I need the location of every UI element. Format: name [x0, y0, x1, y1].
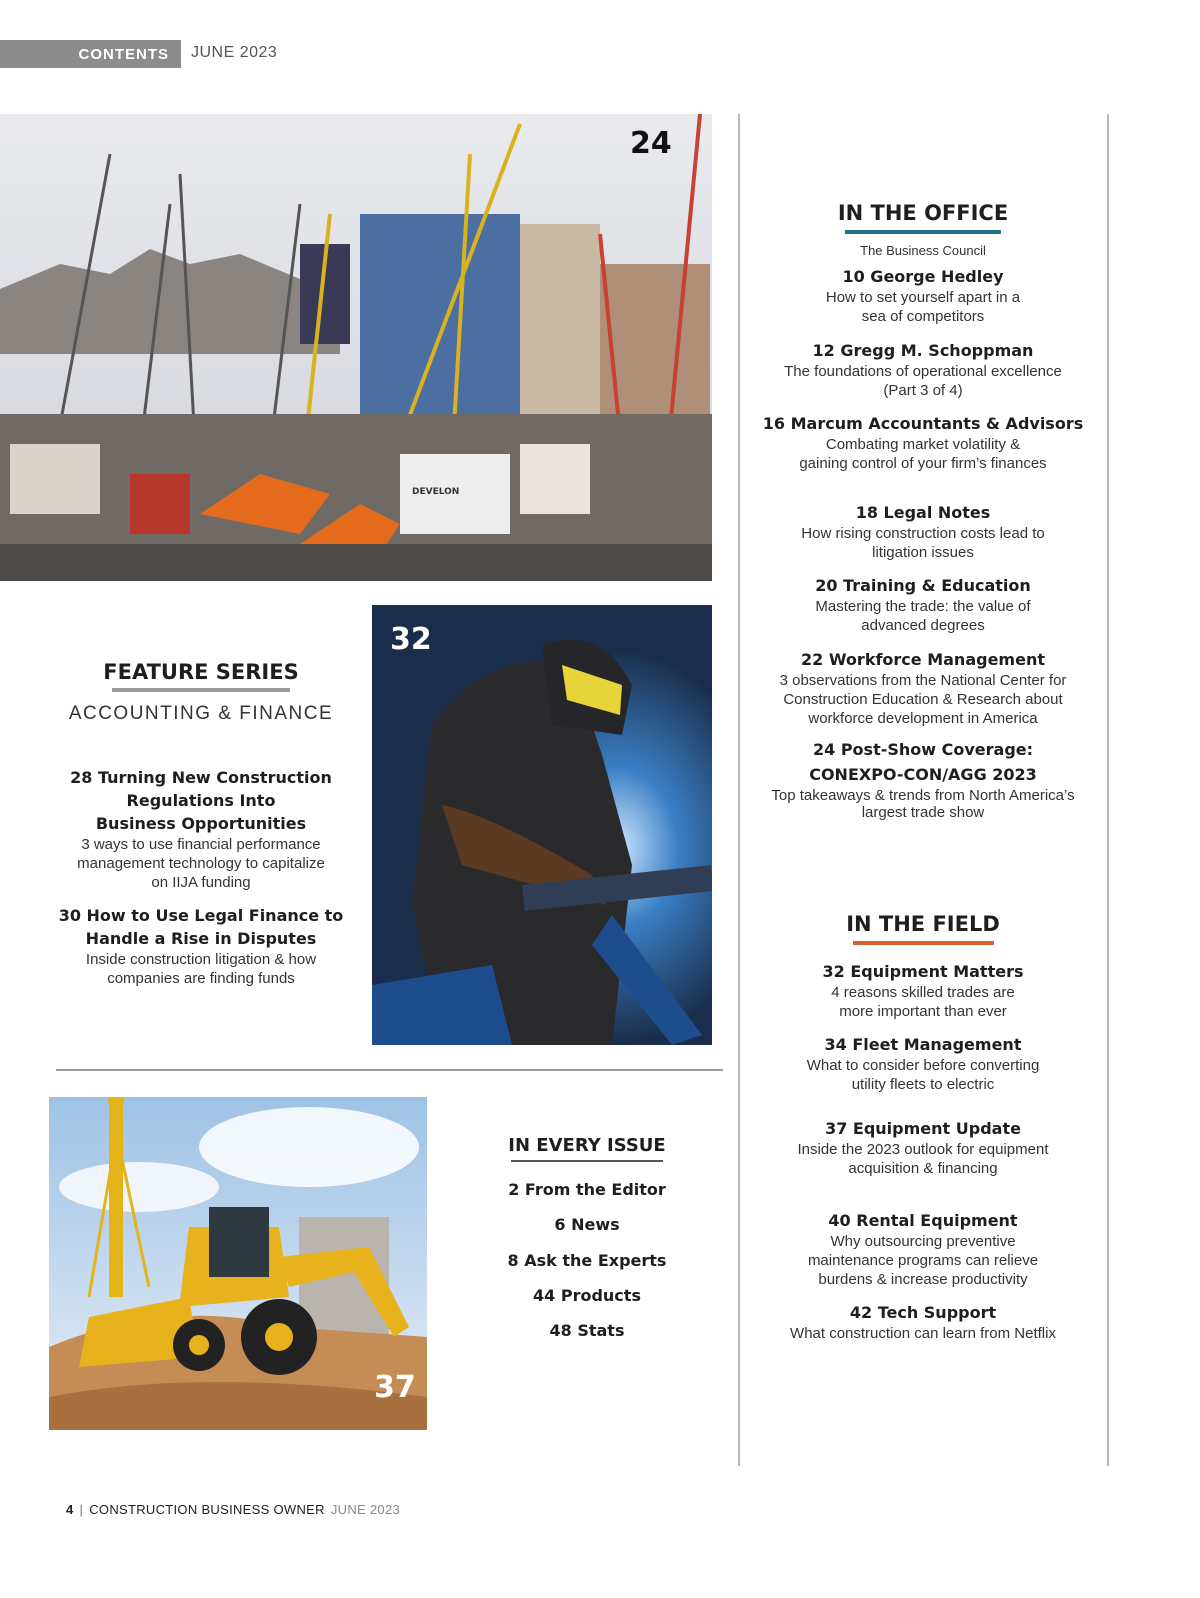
- field-entry[interactable]: [753, 960, 1093, 1021]
- entry-desc-line: Inside the 2023 outlook for equipment: [797, 1141, 1049, 1158]
- entry-desc-line: 3 ways to use financial performance: [81, 836, 321, 853]
- field-entry[interactable]: [753, 1117, 1093, 1178]
- entry-desc-line: acquisition & financing: [848, 1160, 998, 1177]
- contents-tab: [0, 40, 181, 68]
- footer-separator: |: [79, 1502, 84, 1517]
- feature-series-underline: [112, 688, 290, 692]
- feature-series-title: FEATURE SERIES: [103, 660, 299, 684]
- entry-desc-line: on IIJA funding: [151, 874, 251, 891]
- entry-title-line: 24 Post-Show Coverage:: [812, 740, 1034, 759]
- business-council-subheading: The Business Council: [860, 243, 986, 258]
- feature-entry[interactable]: [41, 904, 361, 988]
- in-the-office-underline: [845, 230, 1001, 234]
- entry-title-line: 20 Training & Education: [815, 576, 1031, 595]
- entry-desc-line: Mastering the trade: the value of: [815, 598, 1031, 615]
- entry-title-line: CONEXPO-CON/AGG 2023: [809, 765, 1037, 784]
- entry-desc-line: companies are finding funds: [107, 970, 295, 987]
- entry-title-line: 37 Equipment Update: [825, 1119, 1021, 1138]
- entry-desc-line: (Part 3 of 4): [883, 382, 963, 399]
- issue-item[interactable]: 8 Ask the Experts: [507, 1251, 667, 1270]
- welder-photo[interactable]: [372, 605, 712, 1045]
- backhoe-page-number: 37: [374, 1370, 416, 1405]
- office-entry[interactable]: [753, 339, 1093, 400]
- entry-title-line: 32 Equipment Matters: [822, 962, 1024, 981]
- in-the-field-underline: [853, 941, 994, 945]
- develon-sign: DEVELON: [412, 487, 460, 497]
- entry-desc-line: How to set yourself apart in a: [825, 289, 1021, 306]
- issue-date: JUNE 2023: [191, 44, 278, 61]
- entry-desc-line: Combating market volatility &: [825, 436, 1021, 453]
- entry-desc-line: more important than ever: [839, 1003, 1007, 1020]
- issue-item[interactable]: 6 News: [554, 1215, 620, 1234]
- office-entry[interactable]: [753, 501, 1093, 562]
- section-divider: [56, 1069, 723, 1071]
- in-the-office-title: IN THE OFFICE: [837, 201, 1009, 225]
- entry-title-line: 22 Workforce Management: [801, 650, 1045, 669]
- expo-photo[interactable]: [0, 114, 712, 581]
- issue-item[interactable]: 2 From the Editor: [508, 1180, 666, 1199]
- entry-desc-line: burdens & increase productivity: [818, 1271, 1028, 1288]
- entry-desc-line: largest trade show: [861, 804, 985, 821]
- entry-desc-line: litigation issues: [872, 544, 974, 561]
- issue-item[interactable]: 44 Products: [533, 1286, 641, 1305]
- entry-desc-line: How rising construction costs lead to: [801, 525, 1045, 542]
- office-entry[interactable]: [748, 648, 1098, 728]
- field-entry[interactable]: [753, 1033, 1093, 1094]
- field-entry[interactable]: [753, 1301, 1093, 1343]
- entry-title-line: 34 Fleet Management: [824, 1035, 1022, 1054]
- office-entry[interactable]: [753, 574, 1093, 635]
- issue-item[interactable]: 48 Stats: [549, 1321, 625, 1340]
- feature-series-subtitle: ACCOUNTING & FINANCE: [68, 703, 334, 724]
- entry-title-line: Handle a Rise in Disputes: [85, 929, 317, 948]
- entry-desc-line: 3 observations from the National Center for: [779, 672, 1067, 689]
- in-every-issue-underline: [511, 1160, 663, 1162]
- office-entry[interactable]: [743, 412, 1103, 473]
- entry-desc-line: gaining control of your firm’s finances: [799, 455, 1047, 472]
- column-divider-right: [1107, 114, 1109, 1466]
- entry-desc-line: advanced degrees: [861, 617, 985, 634]
- office-entry[interactable]: [748, 738, 1098, 820]
- entry-title-line: 42 Tech Support: [849, 1303, 997, 1322]
- office-entry[interactable]: [753, 265, 1093, 326]
- expo-page-number: 24: [630, 126, 672, 161]
- entry-title-line: 28 Turning New Construction: [70, 768, 332, 787]
- entry-title-line: 18 Legal Notes: [855, 503, 991, 522]
- entry-desc-line: What to consider before converting: [806, 1057, 1040, 1074]
- backhoe-photo[interactable]: [49, 1097, 427, 1430]
- entry-title-line: Business Opportunities: [95, 814, 307, 833]
- entry-title-line: 16 Marcum Accountants & Advisors: [762, 414, 1084, 433]
- feature-entry[interactable]: [41, 766, 361, 892]
- contents-label: CONTENTS: [78, 45, 169, 63]
- page-number: 4: [66, 1502, 74, 1517]
- entry-desc-line: Construction Education & Research about: [783, 691, 1063, 708]
- column-divider-left: [738, 114, 740, 1466]
- entry-desc-line: 4 reasons skilled trades are: [831, 984, 1015, 1001]
- entry-desc-line: What construction can learn from Netflix: [790, 1325, 1056, 1342]
- entry-desc-line: workforce development in America: [808, 710, 1038, 727]
- entry-desc-line: utility fleets to electric: [851, 1076, 995, 1093]
- in-the-field-title: IN THE FIELD: [846, 912, 1000, 936]
- page-footer: [66, 1502, 400, 1517]
- entry-title-line: 10 George Hedley: [842, 267, 1004, 286]
- entry-desc-line: Top takeaways & trends from North America’s: [771, 787, 1075, 804]
- entry-desc-line: The foundations of operational excellence: [784, 363, 1062, 380]
- footer-month: JUNE 2023: [330, 1502, 401, 1517]
- entry-desc-line: management technology to capitalize: [77, 855, 325, 872]
- publication-name: CONSTRUCTION BUSINESS OWNER: [89, 1502, 325, 1517]
- entry-desc-line: Why outsourcing preventive: [830, 1233, 1016, 1250]
- in-every-issue-title: IN EVERY ISSUE: [508, 1135, 666, 1156]
- entry-desc-line: Inside construction litigation & how: [85, 951, 317, 968]
- welder-page-number: 32: [390, 622, 432, 657]
- entry-title-line: 40 Rental Equipment: [828, 1211, 1018, 1230]
- entry-title-line: Regulations Into: [126, 791, 276, 810]
- entry-title-line: 30 How to Use Legal Finance to: [58, 906, 344, 925]
- entry-desc-line: maintenance programs can relieve: [807, 1252, 1039, 1269]
- entry-title-line: 12 Gregg M. Schoppman: [812, 341, 1034, 360]
- entry-desc-line: sea of competitors: [861, 308, 985, 325]
- field-entry[interactable]: [753, 1209, 1093, 1289]
